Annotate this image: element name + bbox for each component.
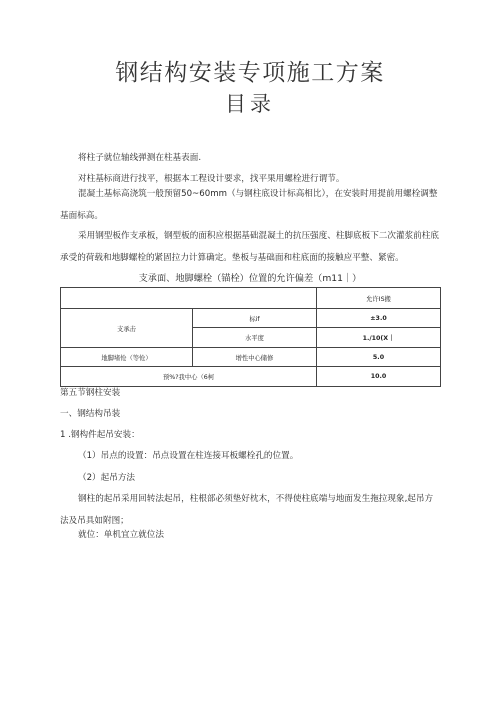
- list-item-lifting-method: （2）起吊方法: [78, 473, 136, 483]
- table-cell-anchor-sub: 增性中心储修: [193, 348, 317, 367]
- table-cell-elevation-value: ±3.0: [317, 309, 441, 328]
- paragraph-elevation: 混凝土基标高浇筑一般预留50~60mm（与钢柱底设计标高相比），在安装时用提前用螺栓调整基面标高。: [60, 189, 438, 221]
- paragraph-positioning: 就位：单机宜立就位法: [78, 530, 164, 540]
- paragraph-leveling: 对柱基标商进行找平，根据本工程设计要求，找平果用螺栓进行谓节。: [78, 174, 345, 184]
- document-title: 钢结构安装专项施工方案: [115, 60, 385, 86]
- table-header-allowance: 允许IS搬: [317, 288, 441, 309]
- table-cell-empty: [61, 288, 317, 309]
- table-caption: 支承面、地脚螺栓（锚栓）位置的允许偏差（m11｜）: [138, 273, 362, 284]
- section-heading-5: 第五节钢柱安装: [60, 388, 121, 398]
- list-item-lifting-point: （1）吊点的设置：吊点设置在柱连接耳板螺栓孔的位置。: [78, 451, 299, 461]
- table-cell-anchor-label: 地脚堵怆（等怆）: [61, 348, 193, 367]
- document-subtitle: 目录: [225, 92, 275, 116]
- table-cell-elevation-label: 标if: [193, 309, 317, 328]
- table-cell-hole-value: 10.0: [317, 367, 441, 387]
- list-item-lifting-install: 1 .钢构件起吊安装：: [60, 430, 140, 440]
- paragraph-support-plate: 采用钢型板作支承板，钢型板的面积应根据基础混凝土的抗压强度、柱脚底板下二次灌浆前柱底承受的荷载和地脚螺栓的紧固拉力计算确定。垫板与基础面和柱底面的接触应平整、紧密。: [60, 231, 439, 263]
- table-row: [61, 288, 441, 309]
- table-cell-anchor-value: 5.0: [317, 348, 441, 367]
- table-cell-level-value: 1./10(X｜: [317, 328, 441, 348]
- paragraph-lifting-procedure: 钢柱的起吊采用回转法起吊，柱根部必须垫好枕木，不得使柱底端与地面发生拖拉现象,起吊方法及吊具如附图；: [60, 494, 434, 526]
- table-cell-support-surface: 支承击: [61, 309, 193, 348]
- table-cell-level-label: 水平度: [193, 328, 317, 348]
- table-cell-hole-label: 预%?我中心（6柯: [61, 367, 317, 387]
- paragraph-axis-marking: 将柱子就位轴线弹测在柱基表面.: [78, 153, 202, 163]
- section-heading-hoisting: 一、钢结构吊装: [60, 409, 121, 419]
- table-row: [61, 348, 441, 367]
- table-row: [61, 309, 441, 328]
- tolerance-table: [60, 287, 441, 387]
